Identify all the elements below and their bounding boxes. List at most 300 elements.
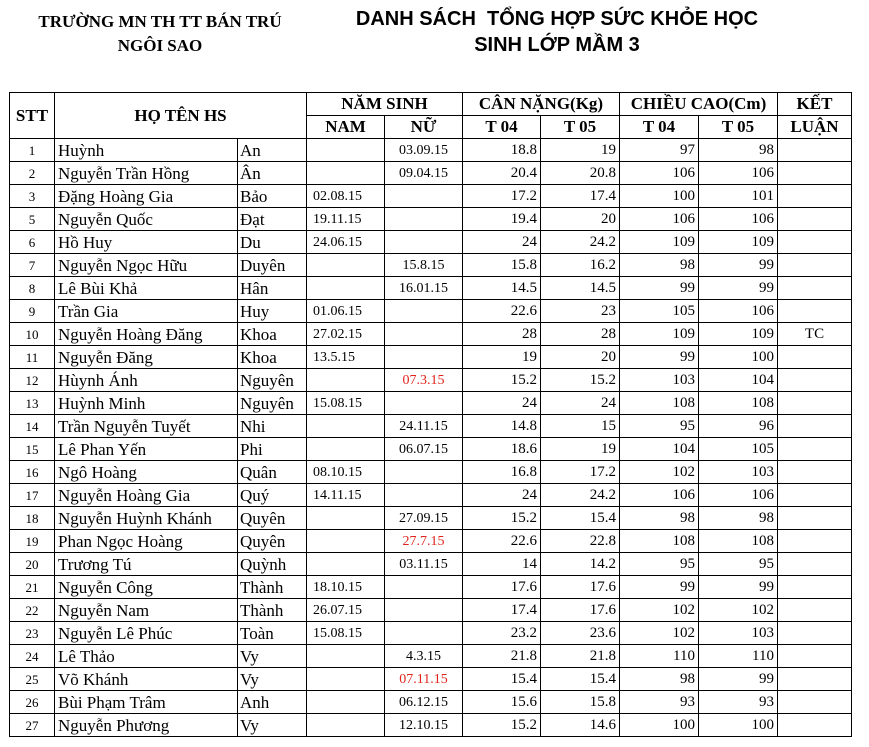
cell-given-name: Bảo [238,185,307,208]
cell-surname: Nguyễn Hoàng Gia [55,484,238,507]
cell-weight-t04: 15.2 [463,507,541,530]
cell-weight-t04: 23.2 [463,622,541,645]
cell-height-t05: 108 [699,530,778,553]
cell-weight-t05: 15.8 [541,691,620,714]
cell-height-t05: 103 [699,622,778,645]
cell-stt: 18 [10,507,55,530]
table-row [10,346,852,369]
cell-birth-male [307,162,385,185]
cell-weight-t04: 17.4 [463,599,541,622]
cell-surname: Nguyễn Nam [55,599,238,622]
cell-weight-t04: 15.2 [463,714,541,737]
cell-height-t04: 95 [620,553,699,576]
cell-surname: Hồ Huy [55,231,238,254]
cell-weight-t04: 15.6 [463,691,541,714]
cell-given-name: Khoa [238,323,307,346]
cell-surname: Nguyễn Phương [55,714,238,737]
table-row [10,714,852,737]
cell-height-t04: 98 [620,668,699,691]
cell-given-name: An [238,139,307,162]
cell-birth-female: 06.12.15 [385,691,463,714]
table-header [10,93,852,139]
cell-birth-male [307,530,385,553]
cell-birth-male: 24.06.15 [307,231,385,254]
cell-given-name: Quyên [238,530,307,553]
cell-birth-female: 03.11.15 [385,553,463,576]
cell-weight-t05: 24 [541,392,620,415]
cell-birth-female [385,346,463,369]
cell-weight-t04: 14.8 [463,415,541,438]
cell-result: TC [778,323,852,346]
cell-stt: 21 [10,576,55,599]
cell-birth-male [307,714,385,737]
cell-stt: 6 [10,231,55,254]
cell-height-t04: 104 [620,438,699,461]
cell-stt: 27 [10,714,55,737]
cell-height-t05: 106 [699,208,778,231]
table-row [10,576,852,599]
table-row [10,507,852,530]
col-height-t05: T 05 [699,116,778,139]
table-row [10,553,852,576]
col-weight-t04: T 04 [463,116,541,139]
cell-height-t04: 98 [620,254,699,277]
cell-height-t04: 95 [620,415,699,438]
cell-birth-male [307,438,385,461]
cell-given-name: Toàn [238,622,307,645]
table-row [10,185,852,208]
cell-surname: Nguyễn Huỳnh Khánh [55,507,238,530]
cell-weight-t05: 14.6 [541,714,620,737]
cell-weight-t04: 18.8 [463,139,541,162]
cell-birth-female [385,185,463,208]
cell-height-t05: 106 [699,162,778,185]
table-row [10,461,852,484]
cell-result [778,231,852,254]
cell-weight-t05: 14.2 [541,553,620,576]
cell-result [778,277,852,300]
cell-birth-female [385,323,463,346]
cell-height-t04: 108 [620,392,699,415]
cell-weight-t05: 28 [541,323,620,346]
cell-height-t05: 102 [699,599,778,622]
cell-weight-t04: 17.2 [463,185,541,208]
cell-surname: Nguyễn Ngọc Hữu [55,254,238,277]
cell-birth-female: 27.09.15 [385,507,463,530]
cell-weight-t05: 17.6 [541,599,620,622]
cell-birth-female [385,300,463,323]
cell-stt: 10 [10,323,55,346]
cell-birth-female: 15.8.15 [385,254,463,277]
col-female: NỮ [385,116,463,139]
cell-given-name: Nhi [238,415,307,438]
cell-given-name: Quỳnh [238,553,307,576]
cell-result [778,484,852,507]
cell-birth-male [307,415,385,438]
school-name [15,10,305,58]
cell-height-t04: 100 [620,714,699,737]
cell-given-name: Quý [238,484,307,507]
cell-result [778,507,852,530]
cell-birth-female: 03.09.15 [385,139,463,162]
cell-birth-male [307,507,385,530]
cell-stt: 12 [10,369,55,392]
cell-weight-t04: 14 [463,553,541,576]
table-row [10,231,852,254]
cell-height-t04: 103 [620,369,699,392]
cell-weight-t05: 15.4 [541,507,620,530]
cell-stt: 3 [10,185,55,208]
cell-height-t05: 95 [699,553,778,576]
cell-result [778,392,852,415]
cell-height-t05: 110 [699,645,778,668]
table-body [10,139,852,737]
cell-surname: Trần Nguyễn Tuyết [55,415,238,438]
cell-height-t04: 109 [620,323,699,346]
table-row [10,162,852,185]
cell-given-name: Vy [238,668,307,691]
cell-given-name: Huy [238,300,307,323]
cell-height-t05: 103 [699,461,778,484]
cell-stt: 19 [10,530,55,553]
cell-birth-female [385,599,463,622]
cell-weight-t05: 19 [541,438,620,461]
cell-given-name: Du [238,231,307,254]
cell-surname: Huỳnh Minh [55,392,238,415]
col-result-top: KẾT [778,93,852,116]
cell-weight-t05: 24.2 [541,231,620,254]
cell-birth-female: 09.04.15 [385,162,463,185]
cell-stt: 20 [10,553,55,576]
cell-given-name: Ân [238,162,307,185]
col-result-bottom: LUẬN [778,116,852,139]
cell-birth-female: 12.10.15 [385,714,463,737]
cell-height-t04: 99 [620,277,699,300]
cell-result [778,668,852,691]
table-row [10,254,852,277]
cell-surname: Phan Ngọc Hoàng [55,530,238,553]
health-table [9,92,852,737]
cell-birth-female [385,622,463,645]
cell-weight-t05: 24.2 [541,484,620,507]
cell-birth-male [307,254,385,277]
cell-weight-t04: 22.6 [463,530,541,553]
cell-result [778,645,852,668]
cell-birth-male: 27.02.15 [307,323,385,346]
cell-weight-t05: 15.2 [541,369,620,392]
cell-given-name: Duyên [238,254,307,277]
cell-birth-male: 02.08.15 [307,185,385,208]
cell-weight-t04: 15.2 [463,369,541,392]
cell-height-t05: 101 [699,185,778,208]
col-height-t04: T 04 [620,116,699,139]
cell-birth-female: 07.3.15 [385,369,463,392]
cell-stt: 7 [10,254,55,277]
cell-surname: Nguyễn Đăng [55,346,238,369]
cell-surname: Trương Tú [55,553,238,576]
cell-birth-male: 14.11.15 [307,484,385,507]
cell-weight-t05: 17.6 [541,576,620,599]
cell-birth-female [385,392,463,415]
cell-height-t05: 104 [699,369,778,392]
cell-height-t05: 93 [699,691,778,714]
cell-result [778,415,852,438]
cell-given-name: Hân [238,277,307,300]
cell-height-t04: 99 [620,576,699,599]
table-row [10,392,852,415]
cell-result [778,599,852,622]
col-weight-t05: T 05 [541,116,620,139]
cell-weight-t05: 20 [541,208,620,231]
cell-given-name: Thành [238,576,307,599]
document-title-line2: SINH LỚP MẦM 3 [474,34,640,56]
cell-weight-t04: 15.8 [463,254,541,277]
cell-result [778,208,852,231]
cell-weight-t05: 22.8 [541,530,620,553]
table-row [10,323,852,346]
cell-stt: 25 [10,668,55,691]
cell-birth-male: 13.5.15 [307,346,385,369]
cell-birth-male: 19.11.15 [307,208,385,231]
cell-surname: Lê Bùi Khả [55,277,238,300]
cell-height-t04: 106 [620,484,699,507]
cell-result [778,300,852,323]
school-name-line2: NGÔI SAO [117,36,203,55]
cell-stt: 1 [10,139,55,162]
cell-result [778,622,852,645]
cell-stt: 24 [10,645,55,668]
table-row [10,208,852,231]
cell-weight-t04: 14.5 [463,277,541,300]
cell-stt: 23 [10,622,55,645]
cell-weight-t05: 20 [541,346,620,369]
cell-result [778,714,852,737]
cell-given-name: Vy [238,714,307,737]
cell-result [778,139,852,162]
cell-height-t04: 102 [620,461,699,484]
cell-birth-female: 06.07.15 [385,438,463,461]
cell-stt: 26 [10,691,55,714]
cell-result [778,346,852,369]
cell-height-t04: 99 [620,346,699,369]
cell-birth-male: 15.08.15 [307,392,385,415]
cell-height-t05: 98 [699,507,778,530]
cell-stt: 15 [10,438,55,461]
cell-height-t04: 105 [620,300,699,323]
cell-height-t05: 98 [699,139,778,162]
cell-result [778,438,852,461]
cell-birth-female [385,484,463,507]
table-row [10,645,852,668]
col-name: HỌ TÊN HS [55,93,307,139]
cell-surname: Nguyễn Hoàng Đăng [55,323,238,346]
cell-result [778,553,852,576]
cell-weight-t05: 23.6 [541,622,620,645]
cell-weight-t04: 19 [463,346,541,369]
cell-surname: Huỳnh [55,139,238,162]
cell-height-t05: 105 [699,438,778,461]
cell-height-t04: 109 [620,231,699,254]
cell-result [778,254,852,277]
cell-height-t05: 106 [699,300,778,323]
cell-height-t04: 102 [620,599,699,622]
cell-given-name: Quyên [238,507,307,530]
cell-height-t05: 99 [699,254,778,277]
cell-result [778,162,852,185]
cell-height-t05: 100 [699,346,778,369]
cell-birth-male: 15.08.15 [307,622,385,645]
cell-surname: Hùynh Ánh [55,369,238,392]
cell-surname: Đặng Hoàng Gia [55,185,238,208]
cell-result [778,369,852,392]
cell-birth-female [385,231,463,254]
cell-weight-t04: 17.6 [463,576,541,599]
table-row [10,369,852,392]
cell-weight-t05: 21.8 [541,645,620,668]
cell-stt: 17 [10,484,55,507]
cell-weight-t04: 24 [463,231,541,254]
cell-weight-t05: 20.8 [541,162,620,185]
cell-height-t05: 96 [699,415,778,438]
cell-weight-t05: 16.2 [541,254,620,277]
cell-surname: Ngô Hoàng [55,461,238,484]
cell-height-t05: 99 [699,277,778,300]
cell-birth-male [307,645,385,668]
cell-given-name: Anh [238,691,307,714]
cell-weight-t04: 16.8 [463,461,541,484]
document-title-line1: DANH SÁCH TỔNG HỢP SỨC KHỎE HỌC [355,8,759,30]
cell-stt: 11 [10,346,55,369]
cell-birth-female: 27.7.15 [385,530,463,553]
table-row [10,622,852,645]
cell-birth-male: 01.06.15 [307,300,385,323]
cell-weight-t04: 24 [463,484,541,507]
cell-surname: Nguyễn Quốc [55,208,238,231]
document-title [322,6,792,58]
table-row [10,438,852,461]
cell-height-t04: 102 [620,622,699,645]
cell-result [778,530,852,553]
cell-stt: 8 [10,277,55,300]
cell-surname: Lê Thảo [55,645,238,668]
cell-surname: Nguyễn Lê Phúc [55,622,238,645]
cell-birth-male: 08.10.15 [307,461,385,484]
cell-height-t05: 99 [699,576,778,599]
cell-birth-female [385,461,463,484]
cell-stt: 2 [10,162,55,185]
cell-given-name: Vy [238,645,307,668]
cell-birth-female: 4.3.15 [385,645,463,668]
cell-height-t04: 98 [620,507,699,530]
cell-height-t04: 93 [620,691,699,714]
cell-given-name: Quân [238,461,307,484]
table-row [10,530,852,553]
cell-birth-male [307,691,385,714]
table-row [10,484,852,507]
cell-given-name: Khoa [238,346,307,369]
cell-surname: Võ Khánh [55,668,238,691]
cell-given-name: Nguyên [238,392,307,415]
table-row [10,300,852,323]
cell-weight-t04: 22.6 [463,300,541,323]
cell-result [778,691,852,714]
cell-birth-male [307,139,385,162]
school-name-line1: TRƯỜNG MN TH TT BÁN TRÚ [38,12,282,31]
cell-result [778,461,852,484]
cell-height-t04: 106 [620,208,699,231]
cell-weight-t04: 19.4 [463,208,541,231]
cell-birth-male [307,668,385,691]
cell-birth-female: 16.01.15 [385,277,463,300]
table-row [10,277,852,300]
cell-height-t05: 109 [699,231,778,254]
cell-weight-t04: 28 [463,323,541,346]
cell-result [778,576,852,599]
cell-height-t05: 99 [699,668,778,691]
cell-stt: 16 [10,461,55,484]
cell-weight-t04: 21.8 [463,645,541,668]
cell-weight-t04: 20.4 [463,162,541,185]
cell-height-t04: 110 [620,645,699,668]
table-row [10,139,852,162]
cell-weight-t05: 23 [541,300,620,323]
cell-surname: Nguyễn Trần Hồng [55,162,238,185]
col-height: CHIỀU CAO(Cm) [620,93,778,116]
cell-birth-female: 07.11.15 [385,668,463,691]
cell-birth-male: 26.07.15 [307,599,385,622]
cell-surname: Bùi Phạm Trâm [55,691,238,714]
cell-height-t05: 106 [699,484,778,507]
cell-stt: 14 [10,415,55,438]
cell-height-t04: 100 [620,185,699,208]
cell-weight-t05: 14.5 [541,277,620,300]
cell-birth-male [307,553,385,576]
cell-given-name: Đạt [238,208,307,231]
cell-given-name: Thành [238,599,307,622]
cell-result [778,185,852,208]
table-row [10,599,852,622]
cell-weight-t05: 15.4 [541,668,620,691]
cell-weight-t04: 15.4 [463,668,541,691]
col-weight: CÂN NẶNG(Kg) [463,93,620,116]
cell-birth-female [385,576,463,599]
cell-height-t05: 100 [699,714,778,737]
cell-stt: 9 [10,300,55,323]
cell-stt: 13 [10,392,55,415]
cell-height-t05: 109 [699,323,778,346]
cell-birth-female [385,208,463,231]
col-stt: STT [10,93,55,139]
cell-surname: Lê Phan Yến [55,438,238,461]
col-birth-year: NĂM SINH [307,93,463,116]
cell-birth-male [307,369,385,392]
cell-weight-t05: 19 [541,139,620,162]
cell-surname: Trần Gia [55,300,238,323]
cell-weight-t05: 15 [541,415,620,438]
cell-height-t04: 97 [620,139,699,162]
cell-weight-t05: 17.2 [541,461,620,484]
cell-height-t05: 108 [699,392,778,415]
cell-stt: 5 [10,208,55,231]
cell-given-name: Nguyên [238,369,307,392]
cell-given-name: Phi [238,438,307,461]
cell-weight-t04: 24 [463,392,541,415]
cell-height-t04: 106 [620,162,699,185]
cell-weight-t04: 18.6 [463,438,541,461]
cell-birth-male [307,277,385,300]
col-male: NAM [307,116,385,139]
cell-birth-male: 18.10.15 [307,576,385,599]
